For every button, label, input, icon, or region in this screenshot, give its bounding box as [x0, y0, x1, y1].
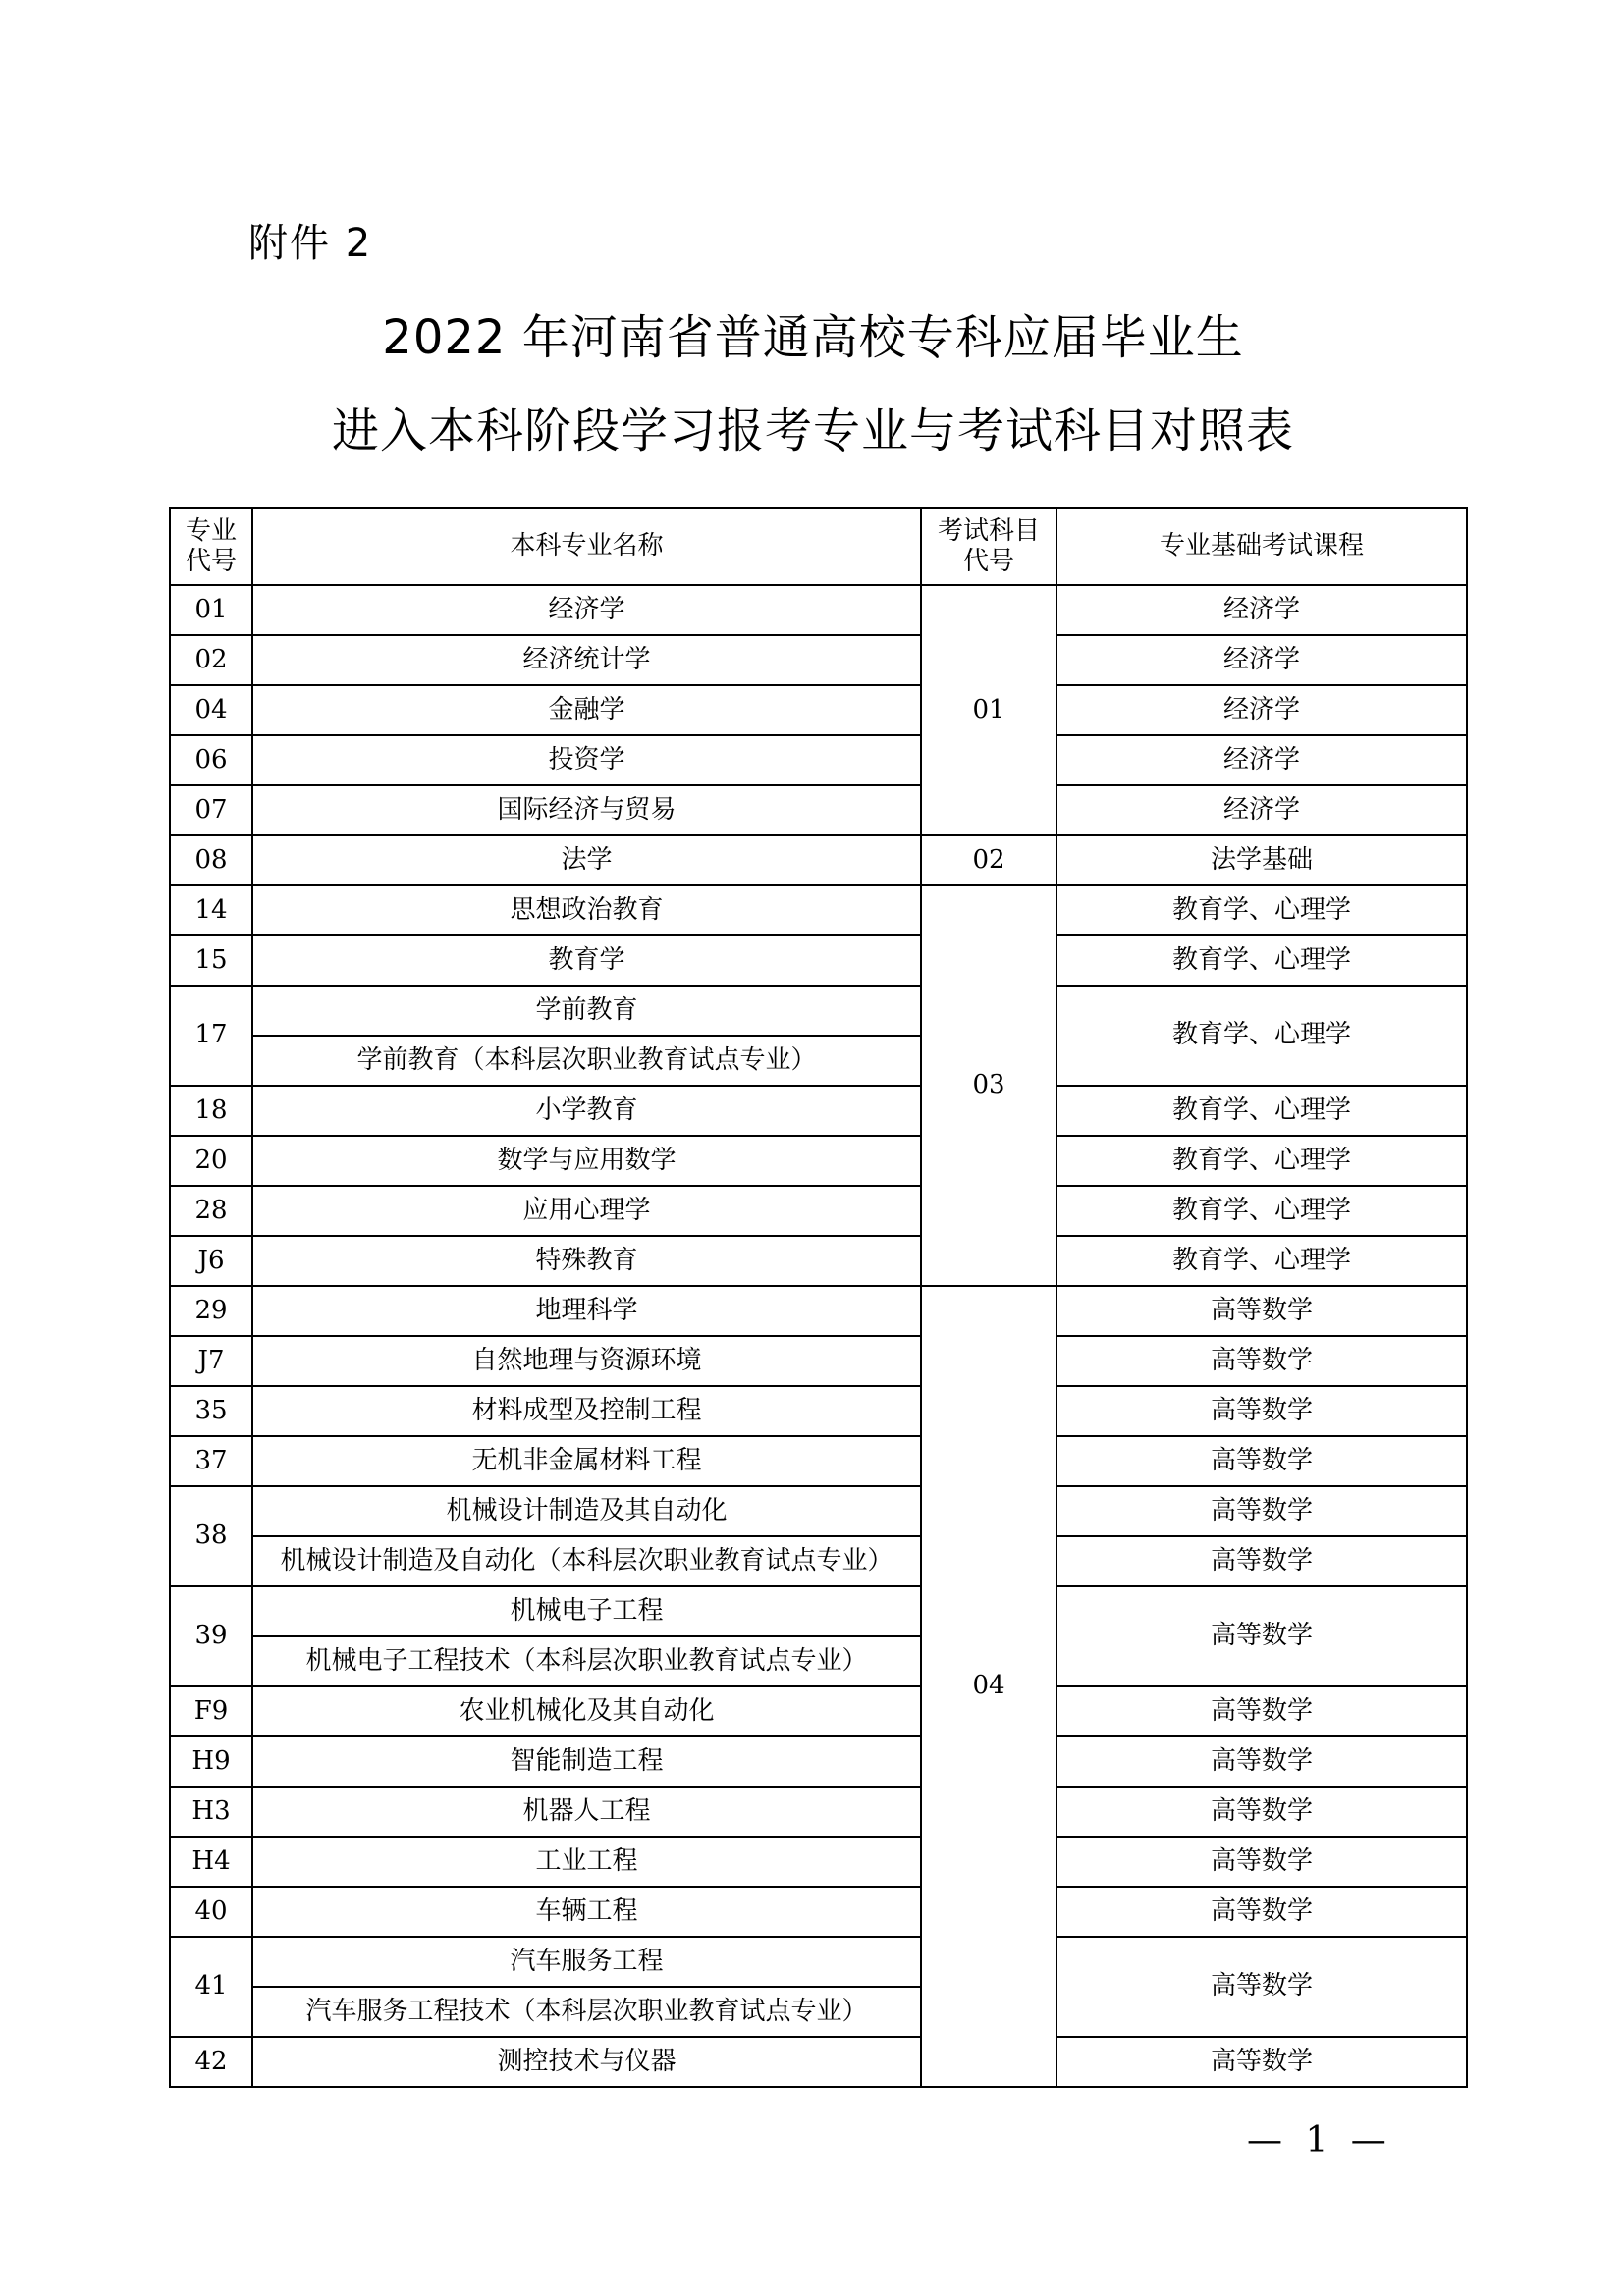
major-code-cell: J6	[170, 1236, 252, 1286]
table-row	[170, 1086, 1467, 1136]
course-cell: 高等数学	[1056, 1286, 1467, 1336]
major-code-cell: 01	[170, 585, 252, 635]
table-row	[170, 1736, 1467, 1787]
major-code-cell: 15	[170, 935, 252, 986]
major-code-cell: 07	[170, 785, 252, 835]
table-header-row	[170, 508, 1467, 585]
table-row	[170, 1837, 1467, 1887]
major-code-cell: 14	[170, 885, 252, 935]
major-name-cell: 地理科学	[252, 1286, 921, 1336]
major-name-cell: 法学	[252, 835, 921, 885]
course-cell: 高等数学	[1056, 1837, 1467, 1887]
major-code-cell: 42	[170, 2037, 252, 2087]
table-body	[170, 585, 1467, 2087]
major-code-cell: 41	[170, 1937, 252, 2037]
table-row	[170, 1586, 1467, 1636]
major-name-cell: 机器人工程	[252, 1787, 921, 1837]
course-cell: 教育学、心理学	[1056, 1136, 1467, 1186]
major-name-cell: 自然地理与资源环境	[252, 1336, 921, 1386]
page-title-line1: 2022 年河南省普通高校专科应届毕业生	[382, 310, 1244, 365]
table-row	[170, 1486, 1467, 1536]
table-row	[170, 935, 1467, 986]
page-title-line2: 进入本科阶段学习报考专业与考试科目对照表	[331, 403, 1294, 458]
table-row	[170, 1937, 1467, 1987]
major-code-cell: 08	[170, 835, 252, 885]
major-name-cell: 测控技术与仪器	[252, 2037, 921, 2087]
major-subject-table	[169, 507, 1468, 2088]
course-cell: 教育学、心理学	[1056, 986, 1467, 1086]
major-code-cell: 20	[170, 1136, 252, 1186]
course-cell: 法学基础	[1056, 835, 1467, 885]
page-number: — 1 —	[1247, 2120, 1392, 2161]
header-course: 专业基础考试课程	[1056, 508, 1467, 585]
major-code-cell: 37	[170, 1436, 252, 1486]
major-code-cell: H3	[170, 1787, 252, 1837]
major-name-cell: 小学教育	[252, 1086, 921, 1136]
major-code-cell: 17	[170, 986, 252, 1086]
major-name-cell: 机械设计制造及其自动化	[252, 1486, 921, 1536]
subject-code-cell: 03	[921, 885, 1056, 1286]
course-cell: 教育学、心理学	[1056, 885, 1467, 935]
major-code-cell: 29	[170, 1286, 252, 1336]
table-row	[170, 1536, 1467, 1586]
subject-code-cell: 01	[921, 585, 1056, 835]
table-row	[170, 685, 1467, 735]
major-name-cell: 机械设计制造及自动化（本科层次职业教育试点专业）	[252, 1536, 921, 1586]
major-name-cell: 机械电子工程	[252, 1586, 921, 1636]
course-cell: 经济学	[1056, 785, 1467, 835]
subject-code-cell: 02	[921, 835, 1056, 885]
attachment-label: 附件 2	[248, 221, 373, 266]
major-name-cell: 汽车服务工程	[252, 1937, 921, 1987]
major-name-cell: 数学与应用数学	[252, 1136, 921, 1186]
major-code-cell: H4	[170, 1837, 252, 1887]
course-cell: 高等数学	[1056, 1686, 1467, 1736]
table-row	[170, 1336, 1467, 1386]
header-major-code-text: 专业 代号	[185, 515, 237, 576]
course-cell: 高等数学	[1056, 1586, 1467, 1686]
table-row	[170, 835, 1467, 885]
course-cell: 高等数学	[1056, 1887, 1467, 1937]
major-code-cell: 18	[170, 1086, 252, 1136]
course-cell: 教育学、心理学	[1056, 1186, 1467, 1236]
major-name-cell: 金融学	[252, 685, 921, 735]
table-row	[170, 1887, 1467, 1937]
header-major-name: 本科专业名称	[252, 508, 921, 585]
course-cell: 高等数学	[1056, 1536, 1467, 1586]
table-row	[170, 585, 1467, 635]
table-row	[170, 635, 1467, 685]
major-code-cell: F9	[170, 1686, 252, 1736]
course-cell: 高等数学	[1056, 1436, 1467, 1486]
major-name-cell: 农业机械化及其自动化	[252, 1686, 921, 1736]
table-row	[170, 735, 1467, 785]
course-cell: 高等数学	[1056, 1787, 1467, 1837]
major-name-cell: 材料成型及控制工程	[252, 1386, 921, 1436]
table-row	[170, 885, 1467, 935]
table-row	[170, 1286, 1467, 1336]
course-cell: 教育学、心理学	[1056, 1086, 1467, 1136]
major-name-cell: 机械电子工程技术（本科层次职业教育试点专业）	[252, 1636, 921, 1686]
major-code-cell: 02	[170, 635, 252, 685]
major-name-cell: 国际经济与贸易	[252, 785, 921, 835]
table-row	[170, 986, 1467, 1036]
major-code-cell: 04	[170, 685, 252, 735]
header-subject-code-text: 考试科目 代号	[937, 515, 1040, 576]
major-name-cell: 应用心理学	[252, 1186, 921, 1236]
major-name-cell: 特殊教育	[252, 1236, 921, 1286]
table-row	[170, 1686, 1467, 1736]
major-name-cell: 无机非金属材料工程	[252, 1436, 921, 1486]
major-name-cell: 汽车服务工程技术（本科层次职业教育试点专业）	[252, 1987, 921, 2037]
header-subject-code	[921, 508, 1056, 585]
course-cell: 经济学	[1056, 685, 1467, 735]
course-cell: 高等数学	[1056, 1937, 1467, 2037]
major-name-cell: 智能制造工程	[252, 1736, 921, 1787]
major-name-cell: 思想政治教育	[252, 885, 921, 935]
major-code-cell: 35	[170, 1386, 252, 1436]
major-code-cell: 38	[170, 1486, 252, 1586]
major-code-cell: 40	[170, 1887, 252, 1937]
major-name-cell: 投资学	[252, 735, 921, 785]
table-row	[170, 1236, 1467, 1286]
table-row	[170, 2037, 1467, 2087]
major-name-cell: 车辆工程	[252, 1887, 921, 1937]
major-name-cell: 学前教育（本科层次职业教育试点专业）	[252, 1036, 921, 1086]
table-row	[170, 1186, 1467, 1236]
course-cell: 经济学	[1056, 735, 1467, 785]
table-row	[170, 1787, 1467, 1837]
major-name-cell: 经济学	[252, 585, 921, 635]
course-cell: 高等数学	[1056, 1486, 1467, 1536]
table-row	[170, 1386, 1467, 1436]
course-cell: 高等数学	[1056, 1386, 1467, 1436]
course-cell: 教育学、心理学	[1056, 935, 1467, 986]
course-cell: 高等数学	[1056, 1336, 1467, 1386]
table-row	[170, 1136, 1467, 1186]
major-code-cell: H9	[170, 1736, 252, 1787]
table-row	[170, 785, 1467, 835]
table-row	[170, 1436, 1467, 1486]
course-cell: 经济学	[1056, 585, 1467, 635]
major-code-cell: 28	[170, 1186, 252, 1236]
major-name-cell: 学前教育	[252, 986, 921, 1036]
major-name-cell: 工业工程	[252, 1837, 921, 1887]
major-code-cell: J7	[170, 1336, 252, 1386]
course-cell: 高等数学	[1056, 1736, 1467, 1787]
major-name-cell: 教育学	[252, 935, 921, 986]
subject-code-cell: 04	[921, 1286, 1056, 2087]
course-cell: 高等数学	[1056, 2037, 1467, 2087]
major-code-cell: 06	[170, 735, 252, 785]
header-major-code	[170, 508, 252, 585]
course-cell: 教育学、心理学	[1056, 1236, 1467, 1286]
major-name-cell: 经济统计学	[252, 635, 921, 685]
major-code-cell: 39	[170, 1586, 252, 1686]
course-cell: 经济学	[1056, 635, 1467, 685]
